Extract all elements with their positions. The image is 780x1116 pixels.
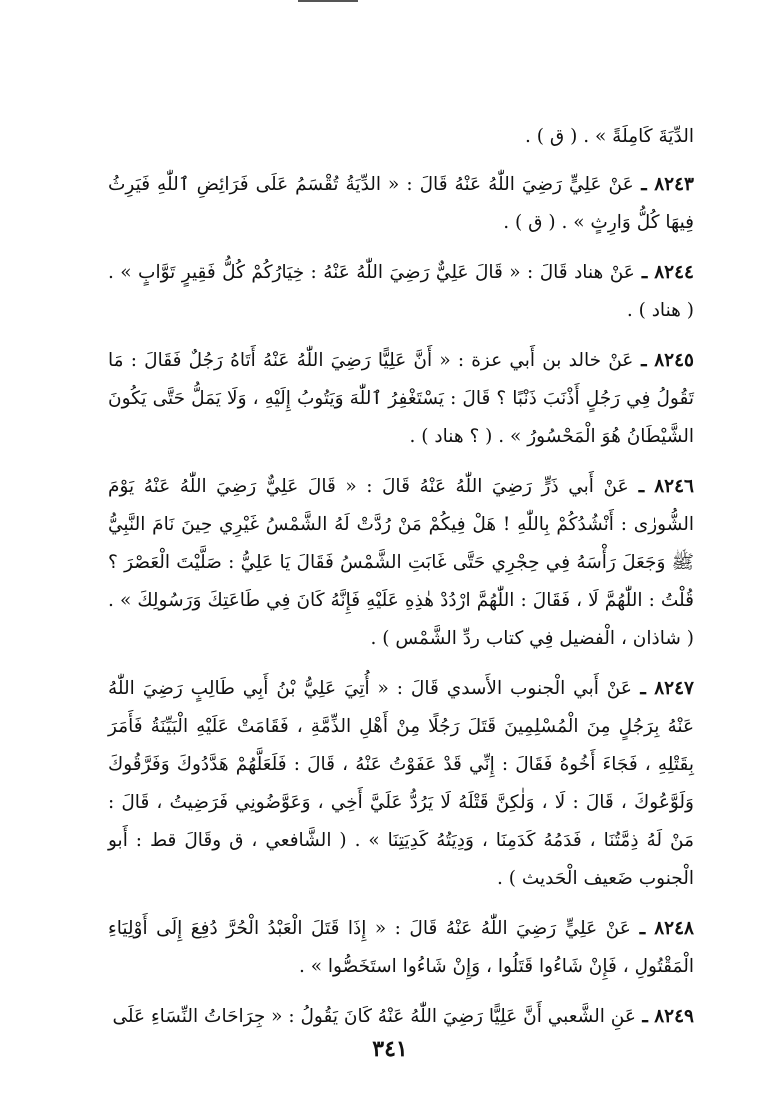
paragraph-text: الدِّيَةَ كَامِلَةً » . ( ق ) . [525, 126, 694, 147]
number-dash: ـ [630, 918, 655, 939]
number-dash: ـ [635, 1006, 655, 1027]
hadith-8244 [108, 254, 694, 330]
hadith-8247 [108, 670, 694, 898]
hadith-8246 [108, 468, 694, 658]
hadith-number: ٨٢٤٤ [654, 262, 694, 283]
hadith-number: ٨٢٤٥ [654, 350, 694, 371]
page-body [108, 118, 694, 1048]
top-rule [298, 0, 358, 2]
hadith-8248 [108, 910, 694, 986]
paragraph-text: عَنْ أَبي الْجنوب الأَسدي قَالَ : « أُتِيَ عَلِيُّ بْنُ أَبِي طَالِبٍ رَضِيَ اللّٰهُ عَنْهُ بِرَجُلٍ مِنَ الْمُسْلِمِينَ قَتَلَ رَجُلًا مِنْ أَهْلِ الذِّمَّةِ ، فَقَامَتْ عَلَيْهِ الْبَيِّنَةُ فَأَمَرَ بِقَتْلِهِ ، فَجَاءَ أَخُوهُ فَقَالَ : إِنِّي قَدْ عَفَوْتُ عَنْهُ ، قَالَ : فَلَعَلَّهُمْ هَدَّدُوكَ وَفَرَّقُوكَ وَلَوَّعُوكَ ، قَالَ : لَا ، وَلٰكِنَّ قَتْلَهُ لَا يَرُدُّ عَلَيَّ أَخِي ، وَعَوَّضُونِي فَرَضِيتُ ، قَالَ : مَنْ لَهُ ذِمَّتُنَا ، فَدَمُهُ كَدَمِنَا ، وَدِيَتُهُ كَدِيَتِنَا » . ( الشَّافعي ، ق وقَالَ قط : أَبو الْجنوب ضَعيف الْحَديث ) . [108, 678, 694, 889]
hadith-number: ٨٢٤٣ [654, 174, 694, 195]
hadith-8249 [108, 998, 694, 1036]
hadith-8243 [108, 166, 694, 242]
paragraph-continuation [108, 118, 694, 156]
number-dash: ـ [633, 174, 655, 195]
paragraph-text: عَنْ أَبي ذَرٍّ رَضِيَ اللّٰهُ عَنْهُ قَالَ : « قَالَ عَلِيٌّ رَضِيَ اللّٰهُ عَنْهُ يَوْمَ الشُّورٰى : أَنْشُدُكُمْ بِاللّٰهِ ! هَلْ فِيكُمْ مَنْ رُدَّتْ لَهُ الشَّمْسُ غَيْرِي حِينَ نَامَ النَّبِيُّ ﷺ وَجَعَلَ رَأْسَهُ فِي حِجْرِي حَتَّى غَابَتِ الشَّمْسُ فَقَالَ يَا عَلِيُّ : صَلَّيْتَ الْعَصْرَ ؟ قُلْتُ : اللّٰهُمَّ لَا ، فَقَالَ : اللّٰهُمَّ ارْدُدْ هٰذِهِ عَلَيْهِ فَإِنَّهُ كَانَ فِي طَاعَتِكَ وَرَسُولِكَ » . ( شاذان ، الْفضيل فِي كتاب ردِّ الشَّمْس ) . [108, 476, 694, 649]
hadith-8245 [108, 342, 694, 456]
number-dash: ـ [634, 262, 655, 283]
hadith-number: ٨٢٤٨ [654, 918, 694, 939]
number-dash: ـ [628, 476, 655, 497]
paragraph-text: عَنْ هناد قَالَ : « قَالَ عَلِيٌّ رَضِيَ اللّٰهُ عَنْهُ : خِيَارُكُمْ كُلُّ فَقِيرٍ تَوَّابٍ » . ( هناد ) . [108, 262, 694, 321]
hadith-number: ٨٢٤٦ [654, 476, 694, 497]
paragraph-text: عَنْ عَلِيٍّ رَضِيَ اللّٰهُ عَنْهُ قَالَ : « الدِّيَةُ تُقْسَمُ عَلَى فَرَائِضِ ٱللّٰهِ فَيَرِثُ فِيهَا كُلُّ وَارِثٍ » . ( ق ) . [108, 174, 694, 233]
page-number: ٣٤١ [372, 1036, 408, 1062]
number-dash: ـ [633, 350, 655, 371]
paragraph-text: عَنْ عَلِيٍّ رَضِيَ اللّٰهُ عَنْهُ قَالَ : « إِذَا قَتَلَ الْعَبْدُ الْحُرَّ دُفِعَ إِلَى أَوْلِيَاءِ الْمَقْتُولِ ، فَإِنْ شَاءُوا قَتَلُوا ، وَإِنْ شَاءُوا استَخَصُّوا » . [108, 918, 694, 977]
number-dash: ـ [631, 678, 655, 699]
paragraph-text: عَنْ خالد بن أَبي عزة : « أَنَّ عَلِيًّا رَضِيَ اللّٰهُ عَنْهُ أَتَاهُ رَجُلٌ فَقَالَ : مَا تَقُولُ فِي رَجُلٍ أَذْنَبَ ذَنْبًا ؟ قَالَ : يَسْتَغْفِرُ ٱللّٰهَ وَيَتُوبُ إِلَيْهِ ، وَلَا يَمَلُّ حَتَّى يَكُونَ الشَّيْطَانُ هُوَ الْمَحْسُورُ » . ( ؟ هناد ) . [108, 350, 694, 447]
hadith-number: ٨٢٤٩ [654, 1006, 694, 1027]
paragraph-text: عَنِ الشَّعبي أَنَّ عَلِيًّا رَضِيَ اللّٰهُ عَنْهُ كَانَ يَقُولُ : « جِرَاحَاتُ النِّسَاءِ عَلَى [112, 1006, 636, 1027]
hadith-number: ٨٢٤٧ [654, 678, 694, 699]
